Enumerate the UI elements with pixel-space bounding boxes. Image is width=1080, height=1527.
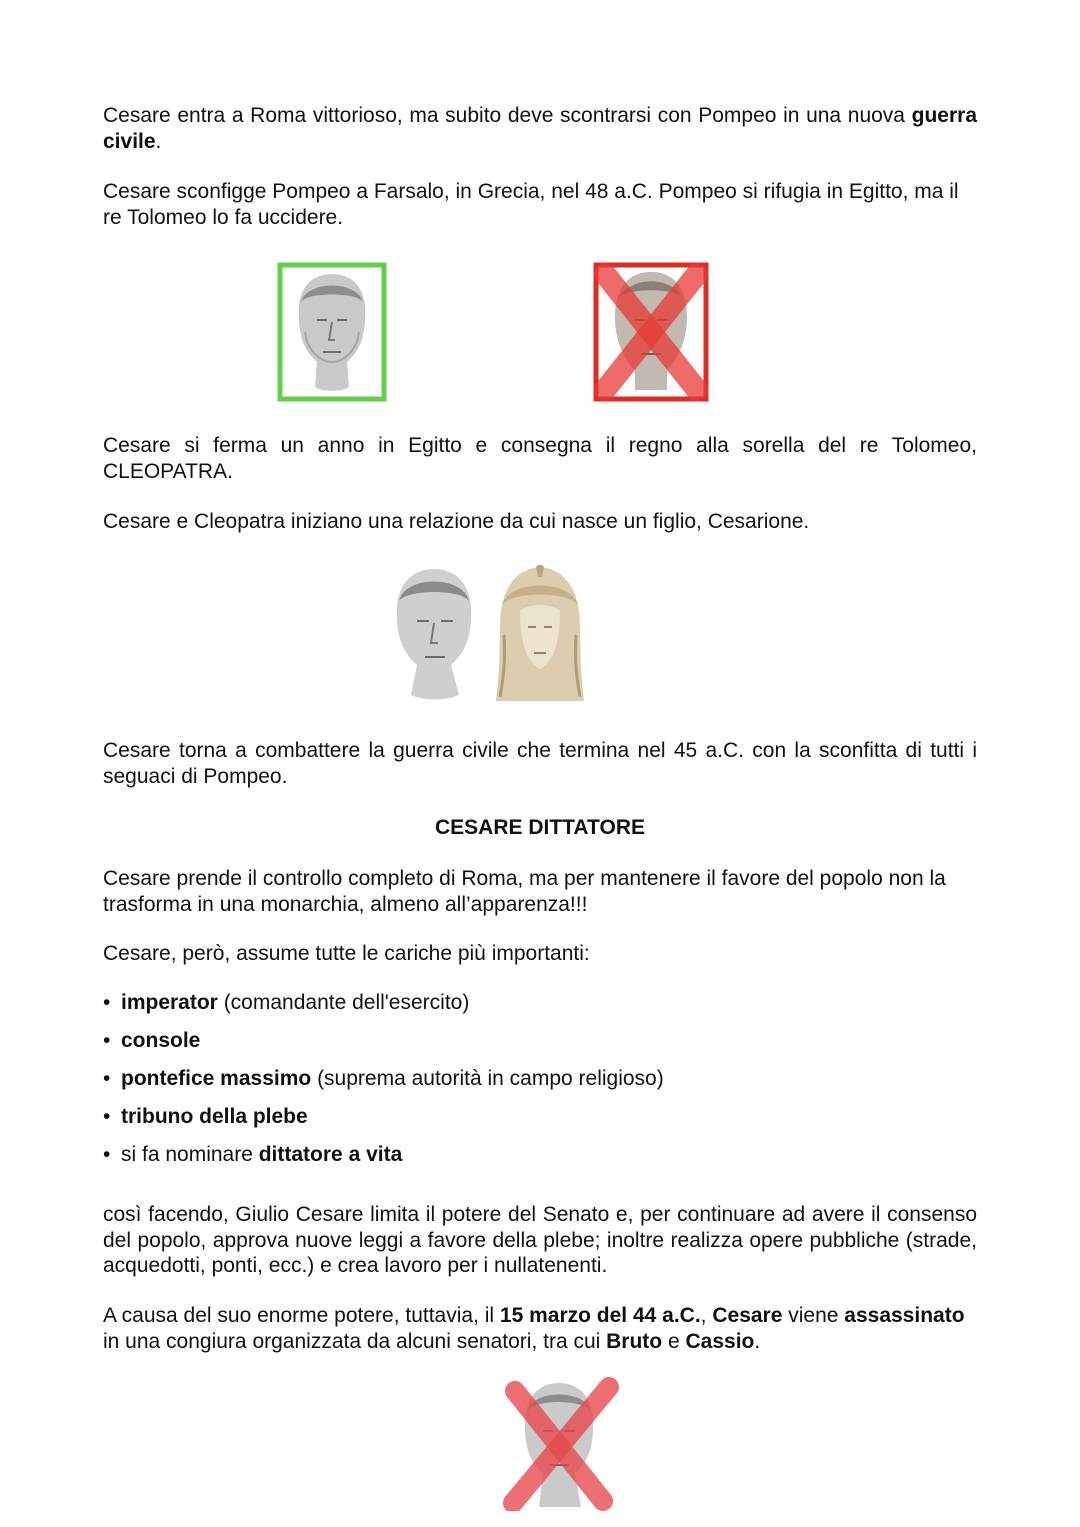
caesar-bust-icon — [385, 565, 483, 703]
cleopatra-bust-icon — [492, 565, 588, 705]
cleopatra-image — [492, 565, 588, 705]
list-item: • console — [103, 1029, 201, 1052]
paragraph-civil-war: Cesare entra a Roma vittorioso, ma subito deve scontrarsi con Pompeo in una nuova guerra civile. — [103, 104, 977, 153]
caesar-pair-image — [385, 565, 483, 703]
caesar-bust-icon — [503, 1377, 621, 1511]
paragraph-farsalo: Cesare sconfigge Pompeo a Farsalo, in Grecia, nel 48 a.C. Pompeo si rifugia in Egitto, ma il re Tolomeo lo fa uccidere. — [103, 180, 959, 229]
caesar-bust-icon — [277, 262, 387, 402]
list-item: • imperator (comandante dell'esercito) — [103, 991, 470, 1014]
paragraph-cariche: Cesare, però, assume tutte le cariche più importanti: — [103, 942, 590, 965]
paragraph-riforme: così facendo, Giulio Cesare limita il potere del Senato e, per continuare ad avere il consenso del popolo, approva nuove leggi a favore della plebe; inoltre realizza opere pubbliche (strade, acquedotti, ponti, ecc.) e crea lavoro per i nullatenenti. — [103, 1203, 977, 1277]
list-item: • si fa nominare dittatore a vita — [103, 1143, 403, 1166]
list-item: • pontefice massimo (suprema autorità in campo religioso) — [103, 1067, 664, 1090]
bullet-icon: • — [103, 1105, 111, 1128]
bullet-icon: • — [103, 1029, 111, 1052]
bullet-icon: • — [103, 1067, 111, 1090]
pompey-bust-icon — [593, 262, 709, 402]
caesar-dead-image — [503, 1377, 621, 1511]
paragraph-controllo: Cesare prende il controllo completo di Roma, ma per mantenere il favore del popolo non la trasforma in una monarchia, almeno all’apparenza!!! — [103, 867, 946, 916]
paragraph-fine-guerra: Cesare torna a combattere la guerra civile che termina nel 45 a.C. con la sconfitta di tutti i seguaci di Pompeo. — [103, 739, 977, 788]
bullet-icon: • — [103, 991, 111, 1014]
caesar-winner-image — [277, 262, 387, 402]
section-heading: CESARE DITTATORE — [434, 816, 645, 839]
bullet-icon: • — [103, 1143, 111, 1166]
paragraph-egitto: Cesare si ferma un anno in Egitto e consegna il regno alla sorella del re Tolomeo, CLEOPATRA. — [103, 434, 977, 483]
bold-term: guerra civile — [103, 104, 977, 153]
offices-list — [103, 990, 664, 1180]
paragraph-assassinio: A causa del suo enorme potere, tuttavia, il 15 marzo del 44 a.C., Cesare viene assassinato in una congiura organizzata da alcuni senatori, tra cui Bruto e Cassio. — [103, 1304, 965, 1353]
paragraph-cesarione: Cesare e Cleopatra iniziano una relazione da cui nasce un figlio, Cesarione. — [103, 510, 810, 533]
pompey-loser-image — [593, 262, 709, 402]
list-item: • tribuno della plebe — [103, 1105, 308, 1128]
